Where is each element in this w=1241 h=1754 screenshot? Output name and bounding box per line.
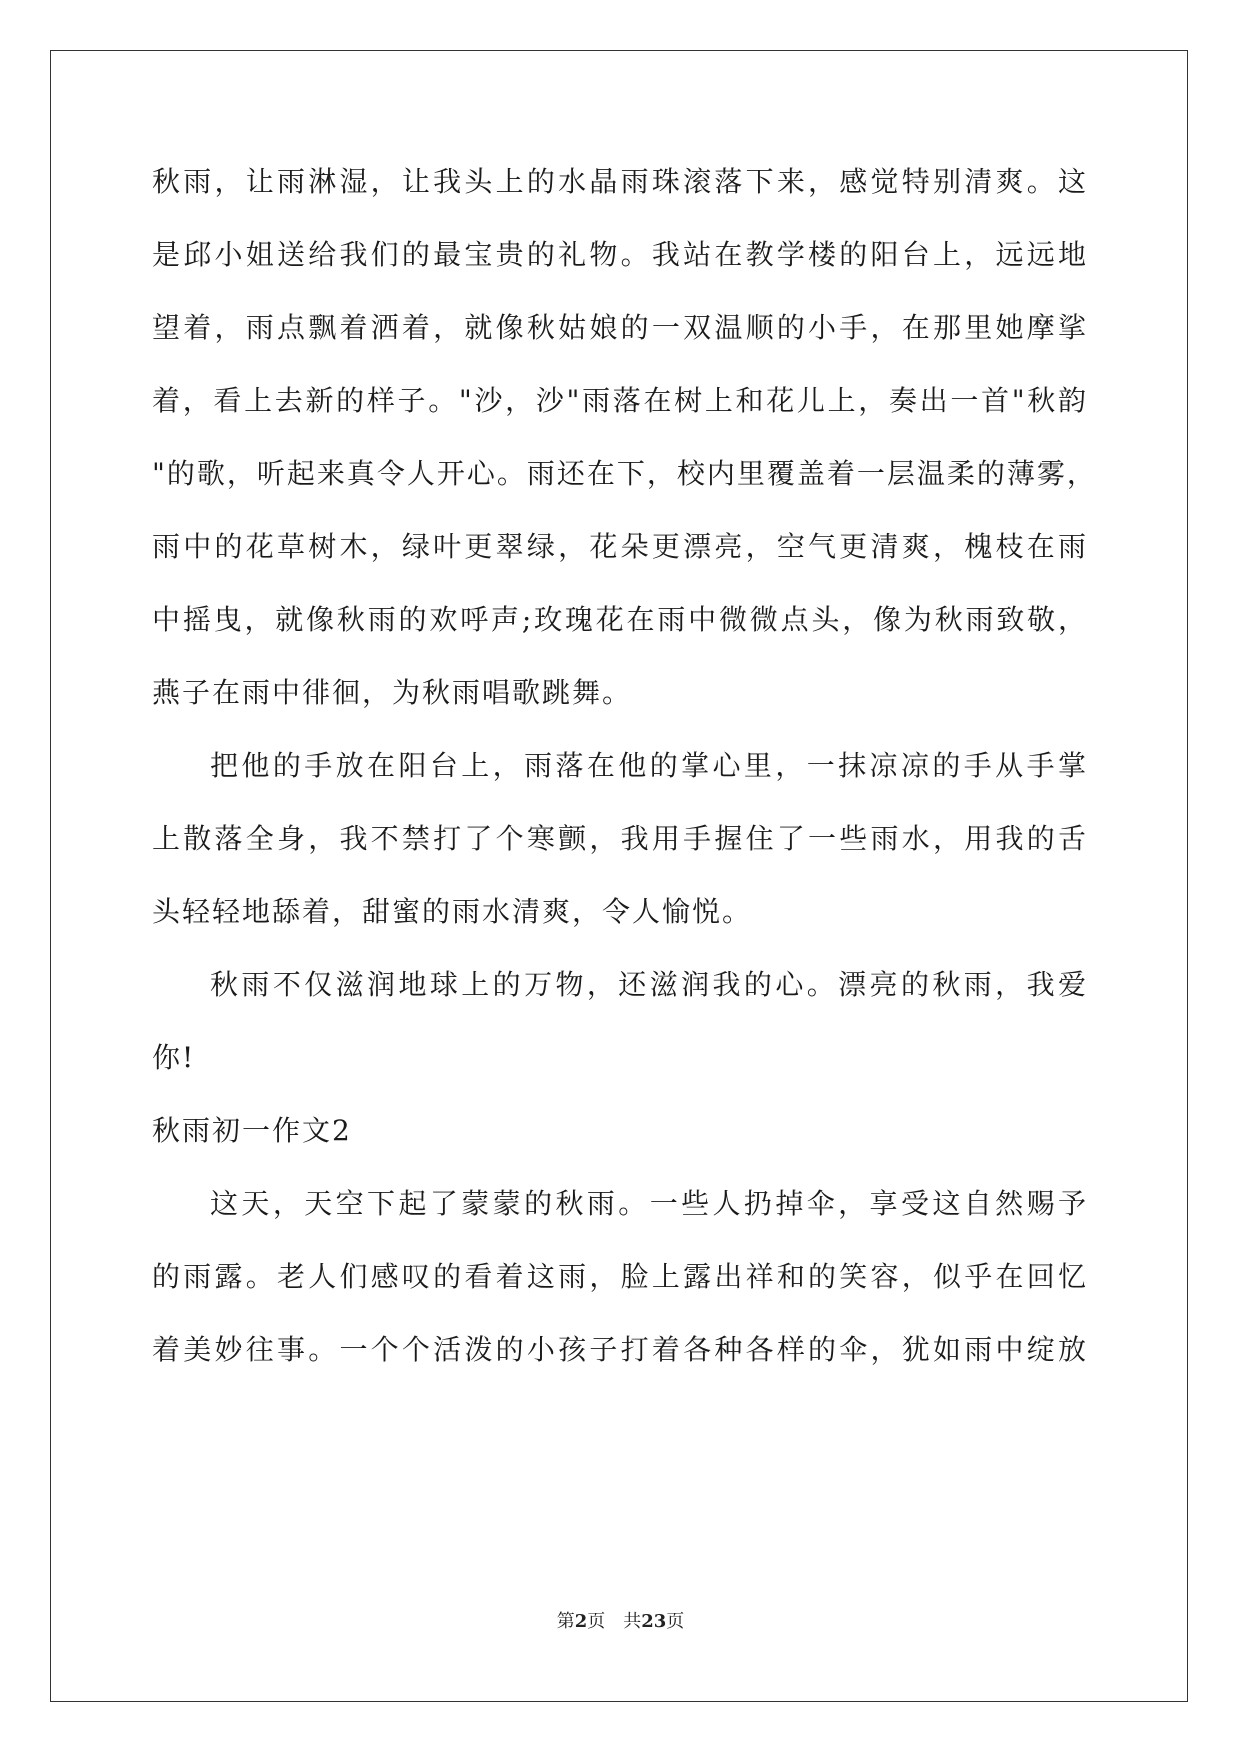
- section-heading: 秋雨初一作文2: [152, 1114, 352, 1147]
- text-line: 头轻轻地舔着，甜蜜的雨水清爽，令人愉悦。: [152, 895, 753, 928]
- page-footer: [0, 1610, 1241, 1634]
- text-line: 秋雨，让雨淋湿，让我头上的水晶雨珠滚落下来，感觉特别清爽。这: [152, 165, 1088, 198]
- text-line: 雨中的花草树木，绿叶更翠绿，花朵更漂亮，空气更清爽，槐枝在雨: [152, 530, 1088, 563]
- text-line: 的雨露。老人们感叹的看着这雨，脸上露出祥和的笑容，似乎在回忆: [152, 1260, 1088, 1293]
- paragraph-start-line: 这天，天空下起了蒙蒙的秋雨。一些人扔掉伞，享受这自然赐予: [210, 1187, 1088, 1220]
- page-mid: 页 共: [587, 1611, 642, 1632]
- page-suffix: 页: [666, 1611, 685, 1632]
- current-page-number: 2: [574, 1611, 588, 1632]
- paragraph-start-line: 秋雨不仅滋润地球上的万物，还滋润我的心。漂亮的秋雨，我爱: [210, 968, 1088, 1001]
- text-line: 燕子在雨中徘徊，为秋雨唱歌跳舞。: [152, 676, 633, 709]
- text-line: 着美妙往事。一个个活泼的小孩子打着各种各样的伞，犹如雨中绽放: [152, 1333, 1088, 1366]
- text-line: "的歌，听起来真令人开心。雨还在下，校内里覆盖着一层温柔的薄雾，: [152, 457, 1097, 490]
- page-prefix: 第: [556, 1611, 575, 1632]
- paragraph-start-line: 把他的手放在阳台上，雨落在他的掌心里，一抹凉凉的手从手掌: [210, 749, 1088, 782]
- text-line: 上散落全身，我不禁打了个寒颤，我用手握住了一些雨水，用我的舌: [152, 822, 1088, 855]
- text-line: 望着，雨点飘着洒着，就像秋姑娘的一双温顺的小手，在那里她摩挲: [152, 311, 1088, 344]
- page-border: [50, 50, 1188, 1702]
- text-line: 你!: [152, 1041, 196, 1074]
- text-line: 中摇曳，就像秋雨的欢呼声;玫瑰花在雨中微微点头，像为秋雨致敬，: [152, 603, 1088, 636]
- text-line: 是邱小姐送给我们的最宝贵的礼物。我站在教学楼的阳台上，远远地: [152, 238, 1088, 271]
- text-line: 着，看上去新的样子。"沙，沙"雨落在树上和花儿上，奏出一首"秋韵: [152, 384, 1088, 417]
- total-page-number: 23: [641, 1611, 667, 1632]
